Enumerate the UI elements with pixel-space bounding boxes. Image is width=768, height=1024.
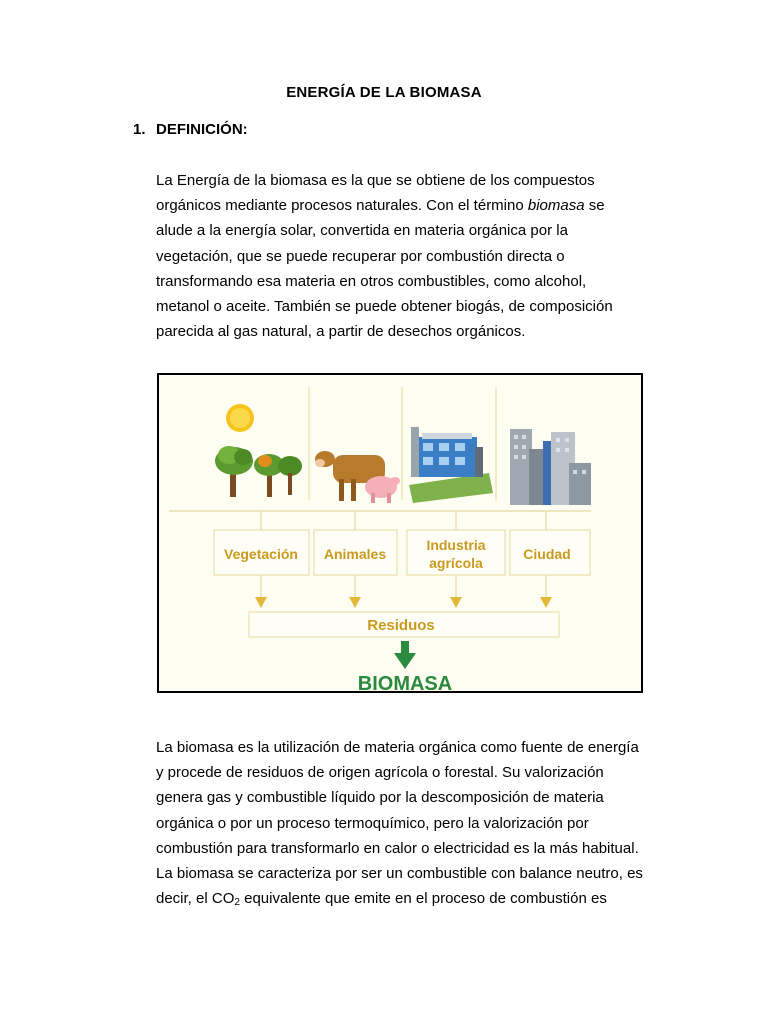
diagram-canvas xyxy=(159,375,641,691)
section-heading xyxy=(133,121,248,138)
paragraph-line: parecida al gas natural, a partir de desechos orgánicos. xyxy=(156,323,526,341)
paragraph-line: orgánicos mediante procesos naturales. Con el término biomasa se xyxy=(156,197,605,215)
paragraph-line: genera gas y combustible líquido por la descomposición de materia xyxy=(156,789,604,807)
biomass-diagram xyxy=(157,373,643,693)
definition-paragraph xyxy=(156,168,666,344)
paragraph-line: alude a la energía solar, convertida en materia orgánica por la xyxy=(156,222,568,240)
paragraph-line: orgánica o por un proceso termoquímico, pero la valorización por xyxy=(156,814,589,832)
source-label-industria: Industria xyxy=(426,537,486,553)
trees-icon xyxy=(215,446,302,497)
city-buildings-icon xyxy=(510,429,591,505)
residuos-label: Residuos xyxy=(367,617,435,634)
source-label-agricola: agrícola xyxy=(429,555,483,571)
paragraph-line: decir, el $CO_2$ equivalente que emite en el proceso de combustión es xyxy=(156,890,607,909)
paragraph-line: transformando esa materia en otros combustibles, como alcohol, xyxy=(156,272,587,290)
paragraph-line: La Energía de la biomasa es la que se obtiene de los compuestos xyxy=(156,172,595,189)
paragraph-line: vegetación, que se puede recuperar por combustión directa o xyxy=(156,247,565,265)
source-label-animales: Animales xyxy=(323,546,387,562)
section-title: DEFINICIÓN: xyxy=(156,121,248,138)
source-label-ciudad: Ciudad xyxy=(523,546,571,562)
source-label-vegetacion: Vegetación xyxy=(224,546,298,562)
paragraph-line: y procede de residuos de origen agrícola o forestal. Su valorización xyxy=(156,764,604,782)
cow-and-pig-icon xyxy=(315,451,400,503)
italic-term: biomasa xyxy=(527,197,585,215)
down-arrows xyxy=(255,575,552,608)
section-number: 1. xyxy=(133,121,146,138)
green-down-arrow-icon xyxy=(394,641,416,669)
paragraph-line: La biomasa es la utilización de materia orgánica como fuente de energía xyxy=(156,739,639,756)
biomass-description-paragraph xyxy=(156,735,666,915)
paragraph-line: La biomasa se caracteriza por ser un combustible con balance neutro, es xyxy=(156,865,643,883)
connector-drops xyxy=(261,511,546,530)
sun-icon xyxy=(226,404,254,432)
paragraph-line: combustión para transformarlo en calor o electricidad es la más habitual. xyxy=(156,839,639,857)
co2-subscript: 2 xyxy=(234,897,240,909)
paragraph-line: metanol o aceite. También se puede obtener biogás, de composición xyxy=(156,298,613,316)
factory-icon xyxy=(409,427,493,503)
biomasa-label: BIOMASA xyxy=(357,673,453,691)
document-title: ENERGÍA DE LA BIOMASA xyxy=(286,84,482,101)
